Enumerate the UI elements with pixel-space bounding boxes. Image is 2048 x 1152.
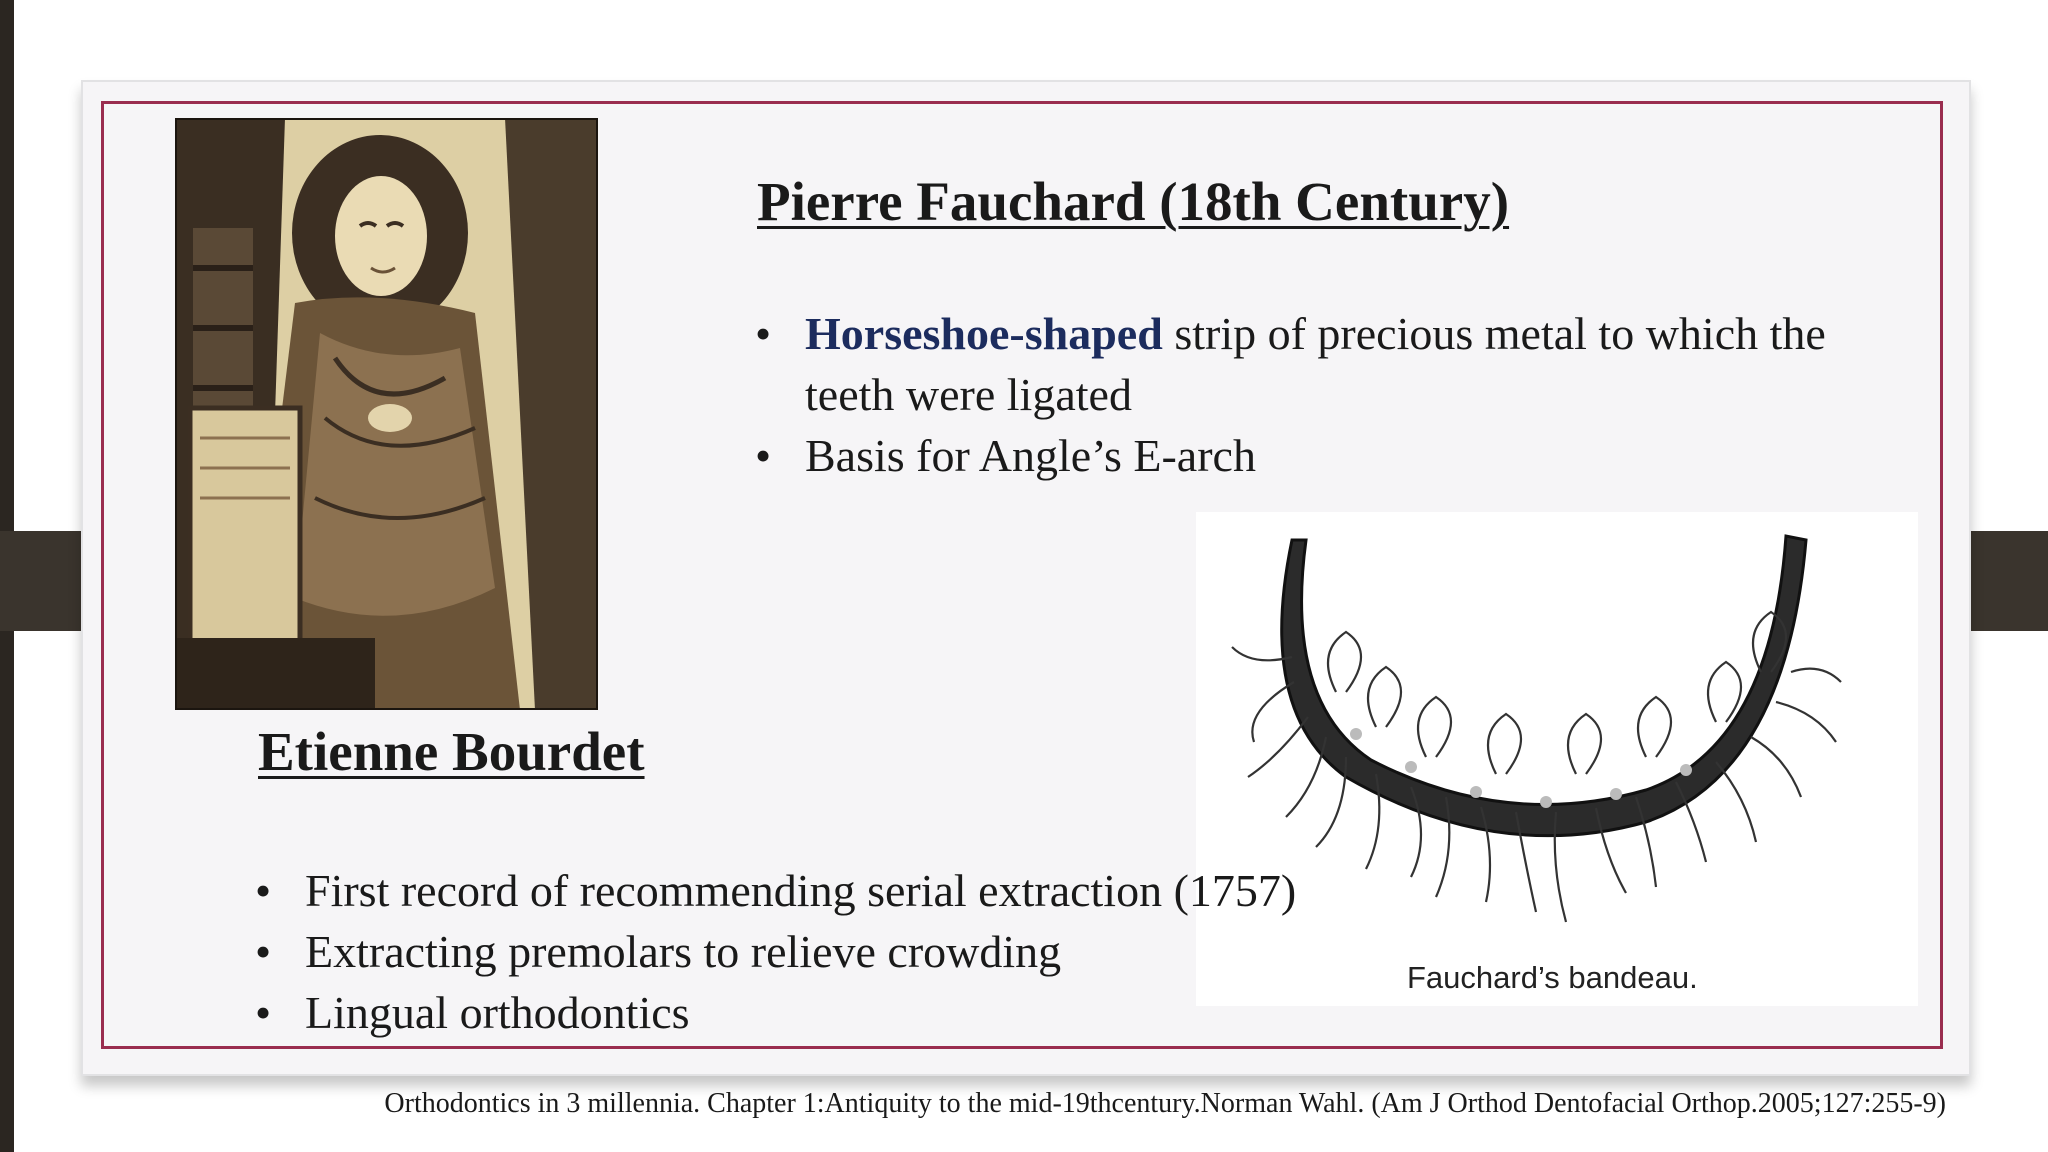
fauchard-bullets xyxy=(755,303,1895,486)
bourdet-heading: Etienne Bourdet xyxy=(258,721,645,782)
fauchard-portrait xyxy=(175,118,598,710)
figure-caption: Fauchard’s bandeau. xyxy=(1407,960,1698,995)
list-item xyxy=(755,303,1895,425)
bullet-text: Basis for Angle’s E-arch xyxy=(805,430,1256,481)
fauchard-heading: Pierre Fauchard (18th Century) xyxy=(757,171,1510,232)
bourdet-bullets xyxy=(255,860,1415,1043)
reference-footer: Orthodontics in 3 millennia. Chapter 1:Antiquity to the mid-19thcentury.Norman Wahl. (Am J Orthod Dentofacial Orthop.2005;127:255-9) xyxy=(384,1088,1946,1119)
list-item: • First record of recommending serial extraction (1757) xyxy=(255,860,1415,921)
bullet-text: strip of precious metal to which the teeth were ligated xyxy=(805,308,1826,420)
highlight-term: Horseshoe-shaped xyxy=(805,308,1163,359)
list-item xyxy=(755,425,1895,486)
list-item: • Lingual orthodontics xyxy=(255,982,1415,1043)
list-item: • Extracting premolars to relieve crowding xyxy=(255,921,1415,982)
